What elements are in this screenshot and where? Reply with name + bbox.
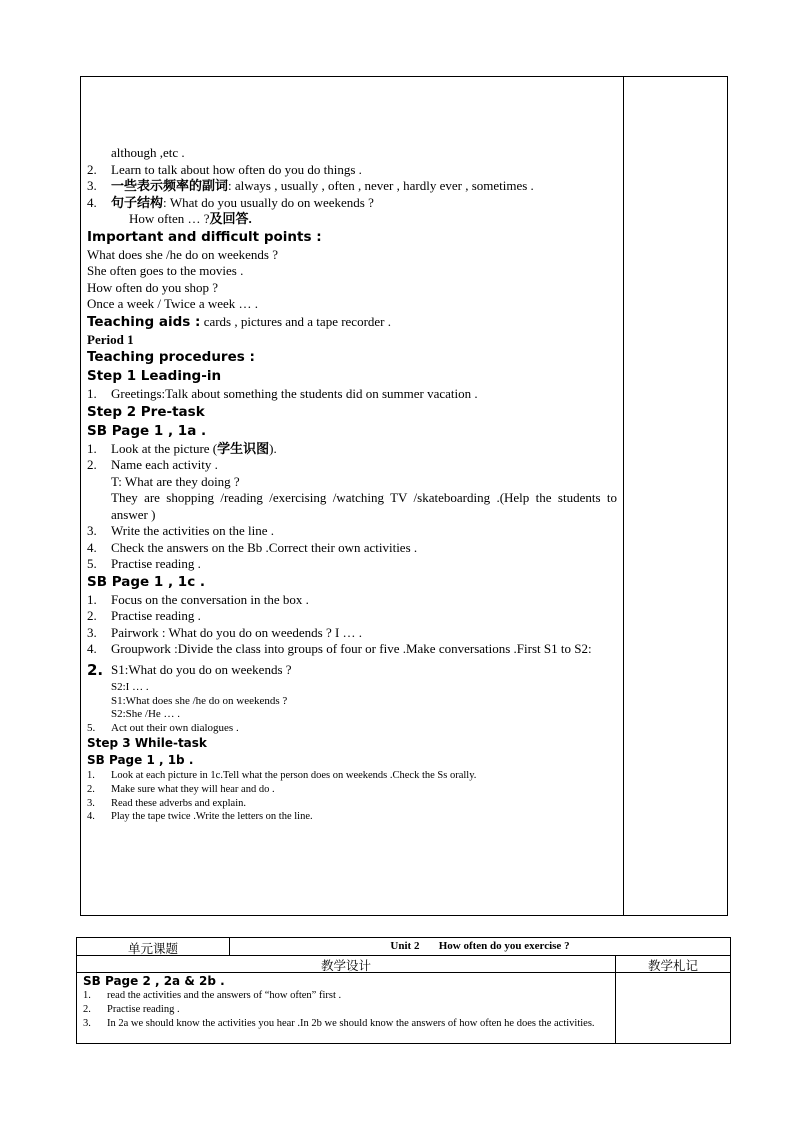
step-item: 3. Read these adverbs and explain. — [87, 797, 246, 809]
step-item: 3. In 2a we should know the activities you hear .In 2b we should know the answers of how often he does the activities. — [83, 1017, 595, 1029]
notes-label: 教学札记 — [647, 959, 698, 973]
step-item: 1. Focus on the conversation in the box . — [87, 591, 309, 607]
sb-page-heading: SB Page 1 , 1b . — [87, 753, 194, 767]
step-item: 2. S1:What do you do on weekends ? — [87, 660, 292, 679]
step-item: 5. Act out their own dialogues . — [87, 721, 239, 734]
sb-page-heading: SB Page 1 , 1c . — [87, 573, 206, 590]
teacher-question: T: What are they doing ? — [111, 473, 240, 489]
text-line: How often do you shop ? — [87, 279, 219, 295]
step-item: 1. Greetings:Talk about something the students did on summer vacation . — [87, 386, 478, 401]
lesson-plan-table — [80, 76, 728, 916]
design-label: 教学设计 — [320, 959, 371, 973]
dialogue-line: S2:I … . — [111, 681, 149, 693]
step-item: 2. Practise reading . — [87, 608, 201, 623]
step-heading: Step 2 Pre-task — [87, 403, 205, 420]
objective-item: 2. Learn to talk about how often do you do things . — [87, 161, 362, 177]
step-item: 4. Play the tape twice .Write the letters on the line. — [87, 811, 313, 823]
objective-item: 4. 句子结构: What do you usually do on weekends ? — [87, 194, 374, 210]
sb-page-heading: SB Page 2 , 2a & 2b . — [83, 974, 225, 988]
dialogue-line: S1:What does she /he do on weekends ? — [111, 694, 288, 707]
section-heading: Important and difficult points : — [87, 228, 322, 245]
teaching-aids-line: Teaching aids : cards , pictures and a tape recorder . — [87, 313, 392, 330]
lesson-plan-content — [87, 145, 617, 824]
step-item: 2. Make sure what they will hear and do . — [87, 783, 275, 795]
unit-label: 单元课题 — [127, 942, 178, 956]
student-answer: They are shopping /reading /exercising /watching TV /skateboarding .(Help the students to answer ) — [111, 490, 617, 522]
unit-plan-content — [83, 974, 613, 1030]
step-item: 1. Look at the picture (学生识图). — [87, 440, 277, 456]
step-heading: Step 3 While-task — [87, 736, 207, 750]
sb-page-heading: SB Page 1 , 1a . — [87, 422, 207, 439]
step-item: 3. Pairwork : What do you do on weedends ? I … . — [87, 624, 363, 640]
section-heading: Teaching procedures : — [87, 349, 255, 365]
unit-plan-table — [76, 937, 731, 1044]
step-item: 1. Look at each picture in 1c.Tell what the person does on weekends .Check the Ss orally. — [87, 770, 477, 781]
step-item: 2. Name each activity . — [87, 457, 218, 472]
step-item: 4. Check the answers on the Bb .Correct their own activities . — [87, 539, 418, 555]
step-item: 4. Groupwork :Divide the class into groups of four or five .Make conversations .First S1 to S2: — [87, 641, 592, 656]
text-line: Once a week / Twice a week … . — [87, 296, 259, 311]
objective-item: 3. 一些表示频率的副词: always , usually , often , never , hardly ever , sometimes . — [87, 178, 534, 193]
unit-title: Unit 2 How often do you exercise ? — [390, 940, 570, 952]
text-line: She often goes to the movies . — [87, 263, 244, 278]
step-heading: Step 1 Leading-in — [87, 368, 222, 384]
dialogue-line: S2:She /He … . — [111, 708, 181, 720]
notes-column-divider — [623, 77, 624, 915]
step-item: 1. read the activities and the answers of “how often” first . — [83, 990, 342, 1001]
objective-continuation: although ,etc . — [111, 145, 185, 160]
period-label: Period 1 — [87, 331, 134, 347]
objective-continuation: How often … ?及回答. — [129, 211, 252, 226]
text-line: What does she /he do on weekends ? — [87, 246, 278, 262]
step-item: 5. Practise reading . — [87, 556, 201, 571]
step-item: 3. Write the activities on the line . — [87, 523, 275, 538]
step-item: 2. Practise reading . — [83, 1003, 180, 1015]
